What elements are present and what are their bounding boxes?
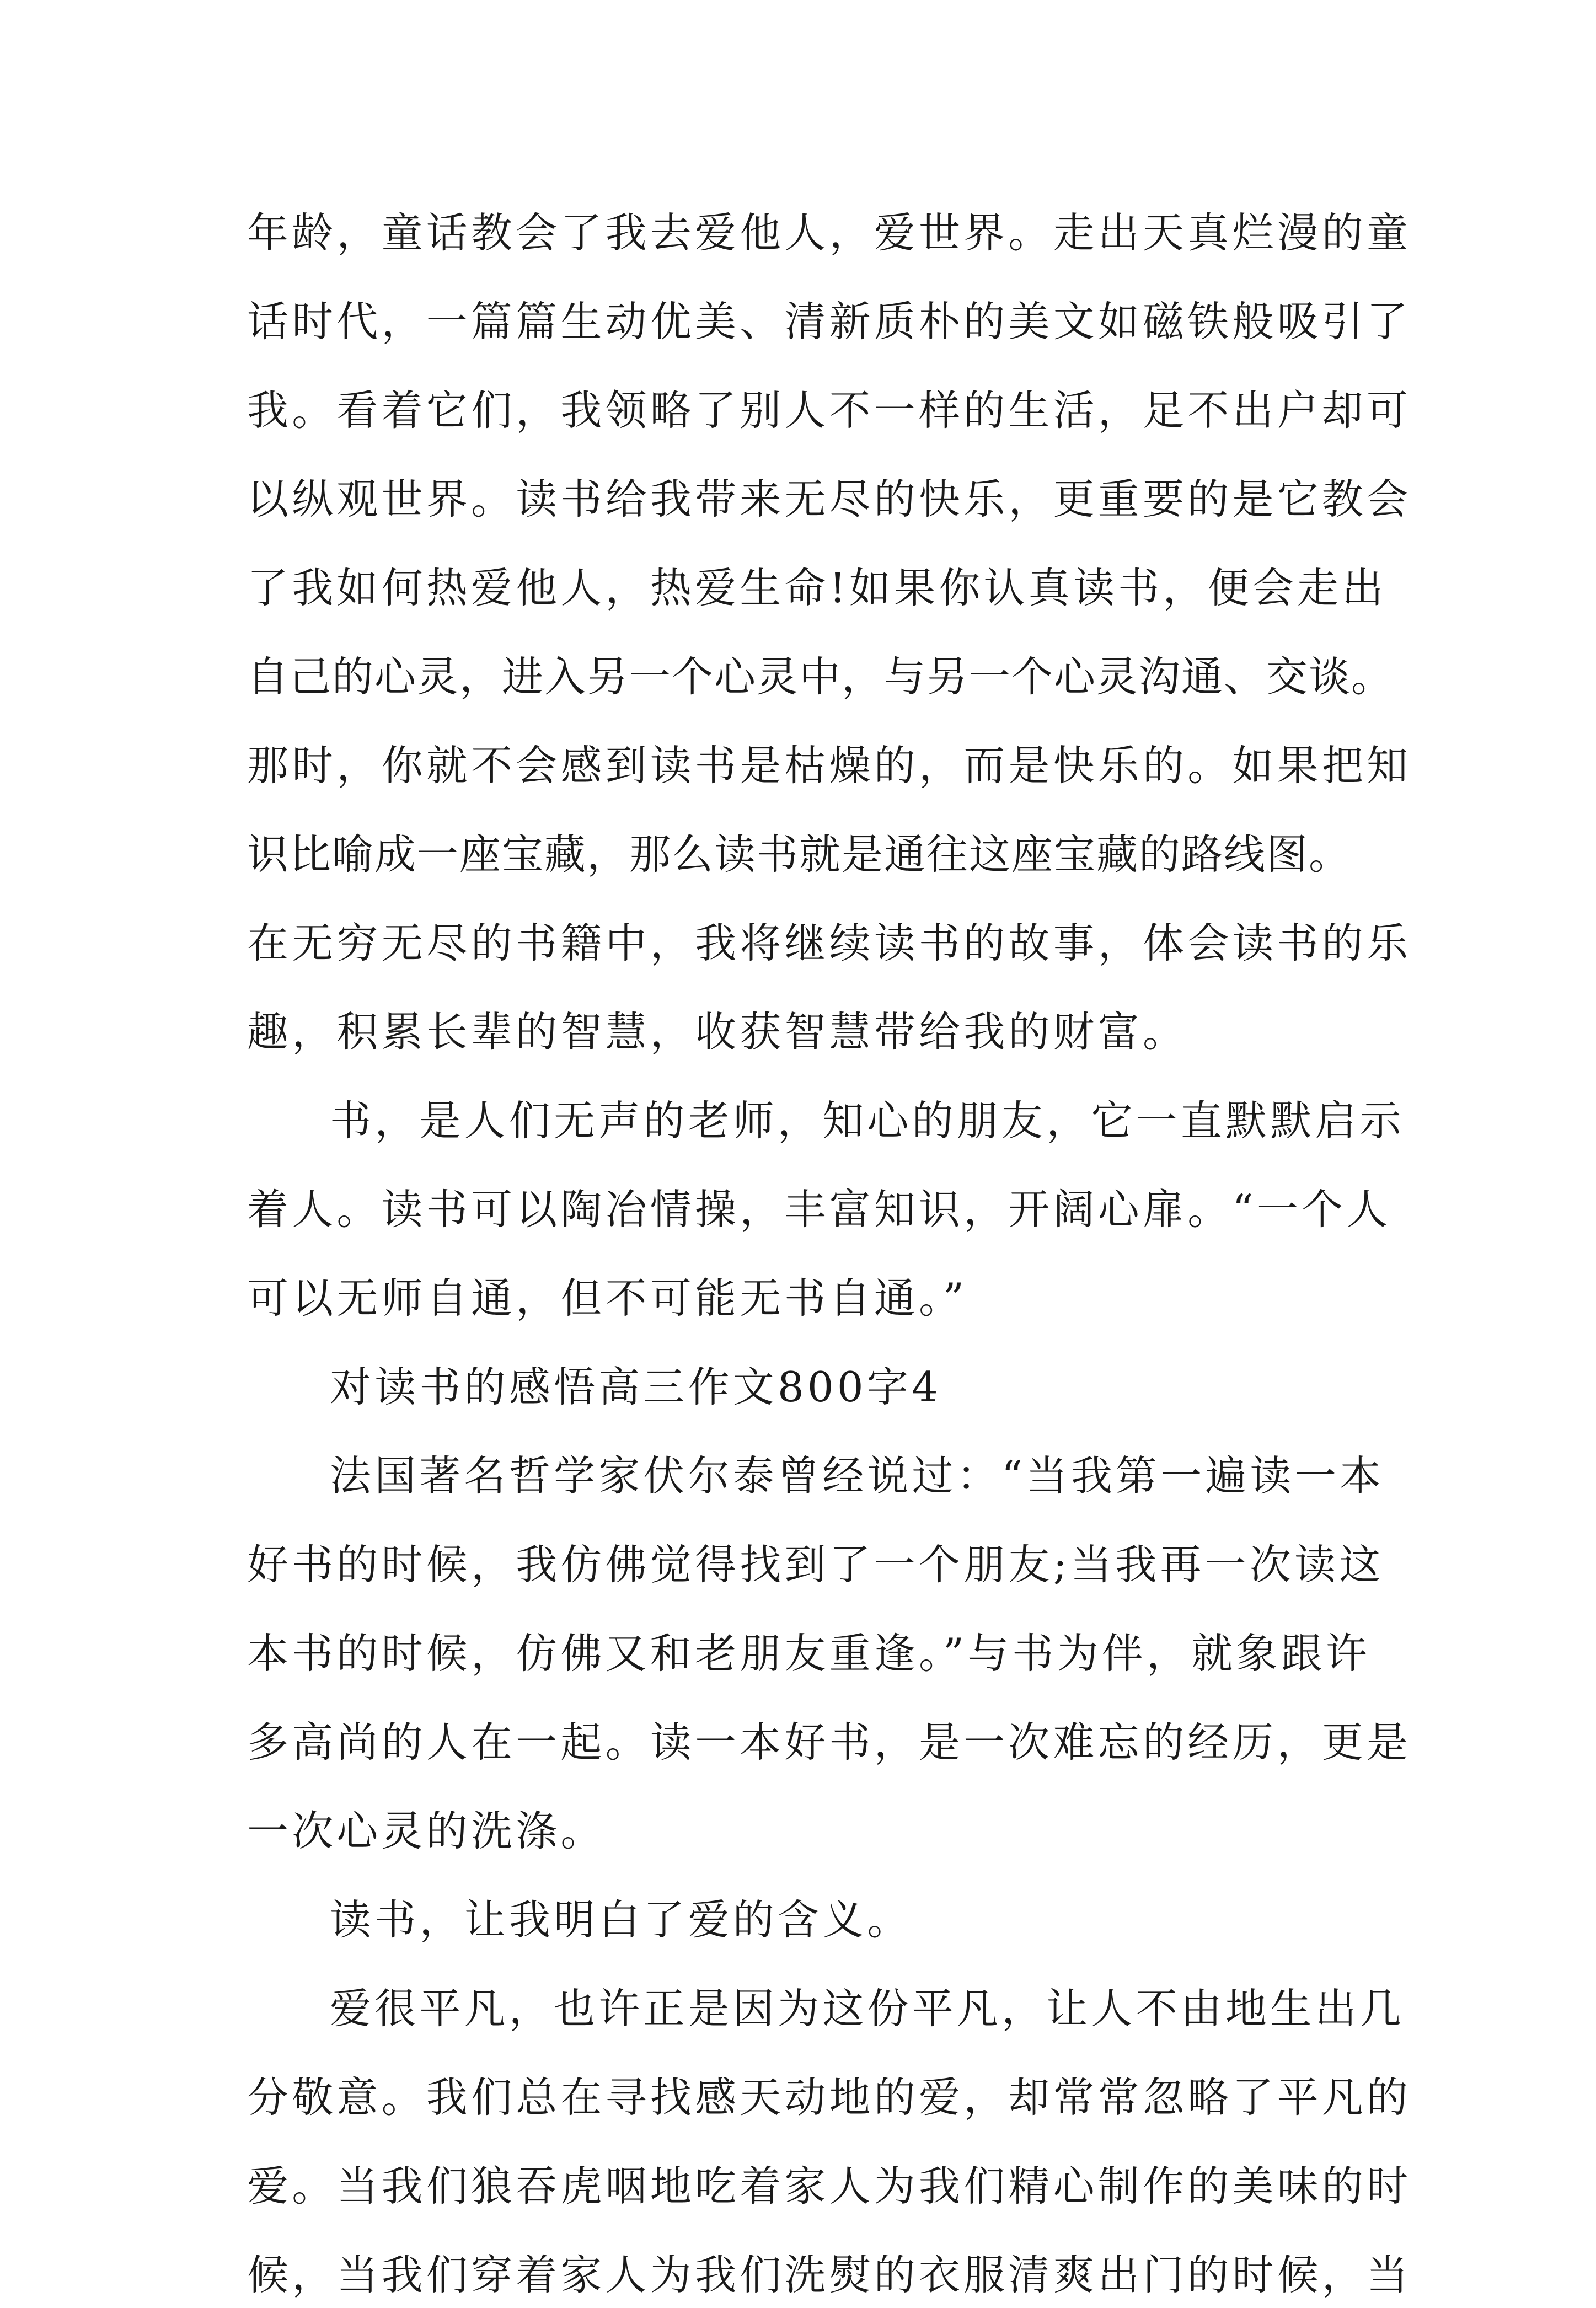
text-line: 着人。读书可以陶冶情操，丰富知识，开阔心扉。“一个人 [247,1185,1391,1234]
text-line: 好书的时候，我仿佛觉得找到了一个朋友;当我再一次读这 [247,1540,1384,1589]
text-line: 以纵观世界。读书给我带来无尽的快乐，更重要的是它教会 [247,475,1412,523]
text-line: 可以无师自通，但不可能无书自通。” [247,1274,968,1322]
text-line: 爱。当我们狼吞虎咽地吃着家人为我们精心制作的美味的时 [247,2162,1412,2210]
text-line: 自己的心灵，进入另一个心灵中，与另一个心灵沟通、交谈。 [247,652,1394,701]
text-line: 年龄，童话教会了我去爱他人，爱世界。走出天真烂漫的童 [247,208,1412,257]
section-heading: 对读书的感悟高三作文800字4 [330,1363,941,1411]
text-line: 那时，你就不会感到读书是枯燥的，而是快乐的。如果把知 [247,741,1412,790]
text-line: 本书的时候，仿佛又和老朋友重逢。”与书为伴，就象跟许 [247,1629,1371,1678]
text-line: 了我如何热爱他人，热爱生命!如果你认真读书，便会走出 [247,564,1387,612]
text-line: 趣，积累长辈的智慧，收获智慧带给我的财富。 [247,1008,1188,1056]
text-line: 一次心灵的洗涤。 [247,1807,606,1855]
paragraph-start-line: 爱很平凡，也许正是因为这份平凡，让人不由地生出几 [330,1984,1405,2033]
text-line: 分敬意。我们总在寻找感天动地的爱，却常常忽略了平凡的 [247,2073,1412,2122]
text-line: 多高尚的人在一起。读一本好书，是一次难忘的经历，更是 [247,1718,1412,1766]
paragraph-start-line: 读书，让我明白了爱的含义。 [330,1895,912,1944]
text-line: 识比喻成一座宝藏，那么读书就是通往这座宝藏的路线图。 [247,830,1352,879]
text-line: 我。看着它们，我领略了别人不一样的生活，足不出户却可 [247,386,1412,435]
text-line: 候，当我们穿着家人为我们洗熨的衣服清爽出门的时候，当 [247,2251,1412,2299]
paragraph-start-line: 法国著名哲学家伏尔泰曾经说过：“当我第一遍读一本 [330,1452,1385,1500]
paragraph-start-line: 书，是人们无声的老师，知心的朋友，它一直默默启示 [330,1096,1405,1145]
text-line: 在无穷无尽的书籍中，我将继续读书的故事，体会读书的乐 [247,919,1412,967]
text-line: 话时代，一篇篇生动优美、清新质朴的美文如磁铁般吸引了 [247,297,1412,346]
